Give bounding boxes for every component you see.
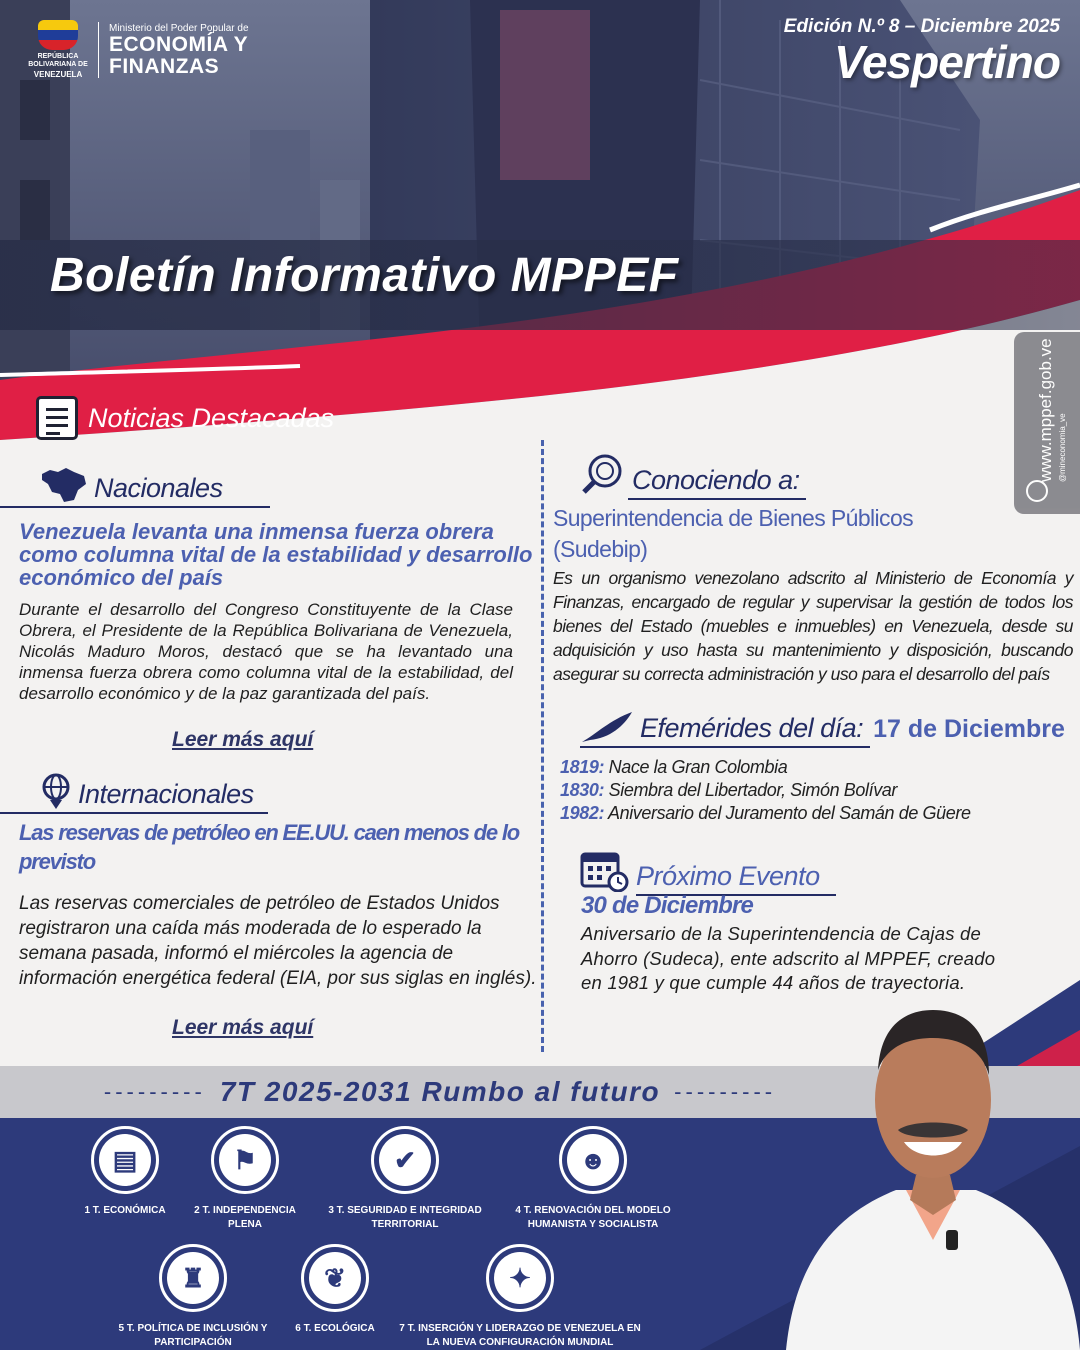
efemerides-title: Efemérides del día:: [640, 713, 864, 743]
efemerides-date: 17 de Diciembre: [873, 715, 1065, 743]
dash-right: ---------: [674, 1079, 777, 1104]
transformation-label: 6 T. ECOLÓGICA: [295, 1323, 375, 1334]
people-icon: ☻: [559, 1126, 627, 1194]
list-item: 1982: Aniversario del Juramento del Samán de Güere: [560, 803, 971, 823]
section-header: [36, 396, 334, 440]
transformation-label: 7 T. INSERCIÓN Y LIDERAZGO DE VENEZUELA EN LA NUEVA CONFIGURACIÓN MUNDIAL: [399, 1323, 641, 1348]
nacionales-body: Durante el desarrollo del Congreso Constituyente de la Clase Obrera, el Presidente de la República Bolivariana de Venezuela, Nicolás Maduro Moros, destacó que se ha levantado una inmensa fuerza obrera como columna vital de la estabilidad, del desarrollo económico y de la paz garantizada del país.: [19, 600, 513, 703]
edition-shift: Vespertino: [833, 36, 1060, 88]
president-photo: [786, 990, 1080, 1350]
ministry-line2: FINANZAS: [109, 54, 220, 78]
ministry-line1: ECONOMÍA Y: [109, 33, 249, 57]
nacionales-header: [40, 466, 223, 504]
globe-icon: [1026, 480, 1048, 502]
venezuela-map-icon: ✦: [486, 1244, 554, 1312]
nacionales-title: Nacionales: [94, 473, 223, 503]
list-item: 1830: Siembra del Libertador, Simón Bolívar: [560, 780, 898, 800]
column-divider: [541, 440, 544, 1052]
logo-divider: [98, 22, 99, 78]
transformation-7[interactable]: [390, 1244, 650, 1350]
edition-info: [784, 16, 1060, 86]
internacionales-title: Internacionales: [78, 779, 254, 809]
leaf-icon: ❦: [301, 1244, 369, 1312]
document-icon: [36, 396, 78, 440]
dash-left: ---------: [103, 1079, 206, 1104]
bar-chart-icon: ▤: [91, 1126, 159, 1194]
evento-title: Próximo Evento: [636, 861, 820, 891]
flag-icon: [38, 20, 78, 50]
footer-title-bar: [0, 1066, 880, 1118]
evento-header: [580, 850, 820, 892]
venezuela-emblem: [28, 20, 88, 80]
flag-hand-icon: ⚑: [211, 1126, 279, 1194]
transformation-label: 5 T. POLÍTICA DE INCLUSIÓN Y PARTICIPACIÓN: [118, 1323, 268, 1348]
country-small: REPÚBLICA BOLIVARIANA DE: [28, 53, 88, 68]
institution-magnifier-icon: [580, 450, 626, 496]
conociendo-body: Es un organismo venezolano adscrito al Ministerio de Economía y Finanzas, encargado de regular y supervisar la gestión de todos los bienes del Estado (muebles e inmuebles) en Venezuela, desde su adquisición y uso hasta su mantenimiento y disposición, buscando asegurar su correcta administración y uso para el desarrollo del país: [553, 568, 1073, 684]
evento-date: 30 de Diciembre: [581, 892, 754, 919]
website-link[interactable]: www.mppef.gob.ve: [1036, 338, 1055, 482]
ministry-name: [109, 23, 249, 77]
quill-icon: [580, 710, 634, 744]
header-rule: [580, 746, 870, 748]
conociendo-title: Conociendo a:: [632, 465, 800, 495]
calendar-clock-icon: [580, 850, 630, 892]
internacionales-headline[interactable]: Las reservas de petróleo en EE.UU. caen menos de lo previsto: [19, 820, 520, 874]
efemerides-header: [580, 710, 1065, 744]
transformation-label: 2 T. INDEPENDENCIA PLENA: [194, 1205, 296, 1230]
conociendo-name: Superintendencia de Bienes Públicos (Sudebip): [553, 505, 914, 562]
transformation-label: 3 T. SEGURIDAD E INTEGRIDAD TERRITORIAL: [328, 1205, 482, 1230]
transformation-label: 1 T. ECONÓMICA: [84, 1205, 166, 1216]
header-rule: [0, 812, 268, 814]
globe-pin-icon: [40, 772, 72, 810]
internacionales-body: Las reservas comerciales de petróleo de Estados Unidos registraron una caída más moderada de lo esperado la semana pasada, informó el miércoles la agencia de información energética federal (EIA, por sus siglas en inglés).: [19, 893, 537, 989]
conociendo-header: [580, 450, 800, 496]
transformation-4[interactable]: [493, 1126, 693, 1232]
social-pill: [1014, 332, 1080, 514]
shield-check-icon: ✔: [371, 1126, 439, 1194]
country-name: VENEZUELA: [33, 70, 83, 80]
nacionales-headline[interactable]: Venezuela levanta una inmensa fuerza obrera como columna vital de la estabilidad y desarrollo económico del país: [19, 519, 533, 590]
efemerides-list: [560, 756, 971, 825]
podium-icon: ♜: [159, 1244, 227, 1312]
footer-title: 7T 2025-2031 Rumbo al futuro: [219, 1076, 661, 1107]
internacionales-header: [40, 772, 254, 810]
social-handle[interactable]: @mineconomia_ve: [1058, 413, 1067, 482]
page-title: Boletín Informativo MPPEF: [50, 249, 679, 302]
ministry-logo: [28, 20, 249, 80]
nacionales-read-more-link[interactable]: Leer más aquí: [172, 728, 314, 751]
venezuela-map-icon: [40, 466, 88, 504]
header-rule: [628, 498, 806, 500]
transformation-3[interactable]: [305, 1126, 505, 1232]
internacionales-read-more-link[interactable]: Leer más aquí: [172, 1016, 314, 1039]
section-title: Noticias Destacadas: [88, 402, 335, 433]
ministry-small: Ministerio del Poder Popular de: [109, 23, 249, 35]
edition-label: Edición N.º 8 – Diciembre 2025: [783, 16, 1060, 37]
transformation-label: 4 T. RENOVACIÓN DEL MODELO HUMANISTA Y SOCIALISTA: [515, 1205, 671, 1230]
evento-body: Aniversario de la Superintendencia de Cajas de Ahorro (Sudeca), ente adscrito al MPPEF, creado en 1981 y que cumple 44 años de trayectoria.: [581, 923, 996, 993]
list-item: 1819: Nace la Gran Colombia: [560, 757, 788, 777]
header-rule: [0, 506, 270, 508]
